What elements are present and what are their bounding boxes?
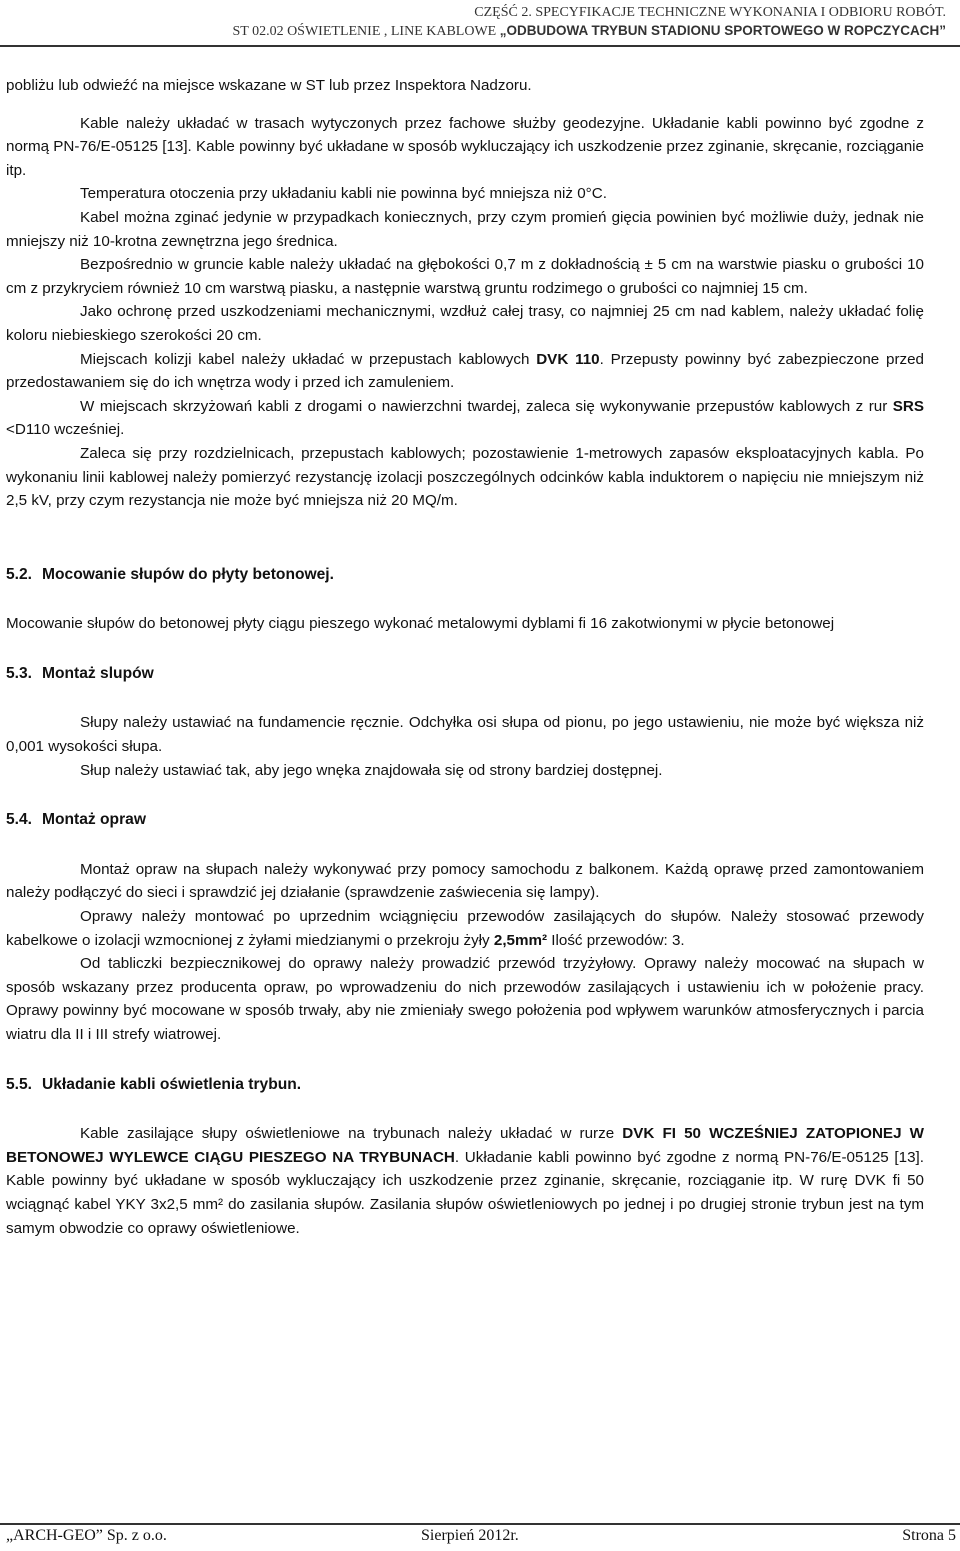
footer-divider [0,1523,960,1525]
paragraph: Bezpośrednio w gruncie kable należy układać na głębokości 0,7 m z dokładnością ± 5 cm na warstwie piasku o grubości 10 cm z przykryciem również 10 cm warstwą piasku, a następnie warstwą gruntu rodzimego o grubości co najmniej 15 cm. [6,256,924,297]
conduit-spec: DVK FI 50 WCZEŚNIEJ ZATOPIONEJ W BETONOWEJ WYLEWCE CIĄGU PIESZEGO NA TRYBUNACH [6,1125,924,1166]
paragraph: Kabel można zginać jedynie w przypadkach koniecznych, przy czym promień gięcia powinien być możliwie duży, jednak nie mniejszy niż 10-krotna zewnętrzna jego średnica. [6,208,924,250]
wire-cross-section: 2,5mm² [493,931,548,949]
section-heading-5-3: 5.3. Montaż slupów [6,664,154,682]
header-line-1: CZĘŚĆ 2. SPECYFIKACJE TECHNICZNE WYKONANIA I ODBIORU ROBÓT. [474,5,946,20]
paragraph: pobliżu lub odwieźć na miejsce wskazane w ST lub przez Inspektora Nadzoru. [6,77,532,94]
paragraph: Słup należy ustawiać tak, aby jego wnęka znajdowała się od strony bardziej dostępnej. [80,761,663,779]
header-project-name: „ODBUDOWA TRYBUN STADIONU SPORTOWEGO W ROPCZYCACH” [499,23,946,38]
section-heading-5-5: 5.5. Układanie kabli oświetlenia trybun. [6,1075,302,1093]
header-spec-title [232,22,946,41]
paragraph: Temperatura otoczenia przy układaniu kabli nie powinna być mniejsza niż 0°C. [80,185,607,203]
paragraph: Oprawy należy montować po uprzednim wciągnięciu przewodów zasilających do słupów. Należy stosować przewody kabelkowe o izolacji wzmocnionej z żyłami miedzianymi o przekroju żyły 2,5mm² Ilość przewodów: 3. [6,908,924,949]
paragraph: Kable należy układać w trasach wytyczonych przez fachowe służby geodezyjne. Układanie kabli powinno być zgodne z normą PN-76/E-05125 [13]. Kable powinny być układane w sposób wykluczający ich uszkodzenie przez zginanie, skręcanie, rozciąganie itp. [6,114,924,179]
paragraph: Słupy należy ustawiać na fundamencie ręcznie. Odchyłka osi słupa od pionu, po jego ustawieniu, nie może być większa niż 0,001 wysokości słupa. [6,714,924,756]
header-part-title [474,4,946,22]
footer-page-number: Strona 5 [902,1527,956,1544]
paragraph: Miejscach kolizji kabel należy układać w przepustach kablowych DVK 110. Przepusty powinny być zabezpieczone przed przedostawaniem się do ich wnętrza wody i przed ich zamuleniem. [6,350,924,392]
product-code: DVK 110 [536,350,600,368]
paragraph: Od tabliczki bezpiecznikowej do oprawy należy prowadzić przewód trzyżyłowy. Oprawy należy mocować na słupach w sposób wskazany przez producenta opraw, po wprowadzeniu do nich przewodów zasilających i ustawieniu ich w położenie pracy. Oprawy powinny być mocowane w sposób trwały, aby nie zmieniały swego położenia pod wpływem warunków atmosferycznych i parcia wiatru dla II i III strefy wiatrowej. [6,955,924,1043]
paragraph: Mocowanie słupów do betonowej płyty ciągu pieszego wykonać metalowymi dyblami fi 16 zakotwionymi w płycie betonowej [6,615,835,633]
paragraph: Jako ochronę przed uszkodzeniami mechanicznymi, wzdłuż całej trasy, co najmniej 25 cm nad kablem, należy układać folię koloru niebieskiego szerokości 20 cm. [6,303,924,344]
section-heading-5-4: 5.4. Montaż opraw [6,811,146,829]
header-spec-code: ST 02.02 OŚWIETLENIE , LINE KABLOWE [232,24,500,39]
document-body [6,74,924,1240]
product-code: SRS [892,397,924,415]
paragraph: Kable zasilające słupy oświetleniowe na trybunach należy układać w rurze DVK FI 50 WCZEŚNIEJ ZATOPIONEJ W BETONOWEJ WYLEWCE CIĄGU PIESZEGO NA TRYBUNACH. Układanie kabli powinno być zgodne z normą PN-76/E-05125 [13]. Kable powinny być układane w sposób wykluczający ich uszkodzenie przez zginanie, skręcanie, rozciąganie itp. W rurę DVK fi 50 wciągnąć kabel YKY 3x2,5 mm² do zasilania słupów. Zasilania słupów oświetleniowych po jednej i po drugiej stronie trybun jest na tym samym obwodzie co oprawy oświetleniowe. [6,1125,924,1237]
paragraph: Zaleca się przy rozdzielnicach, przepustach kablowych; pozostawienie 1-metrowych zapasów eksploatacyjnych kabla. Po wykonaniu linii kablowej należy pomierzyć rezystancję izolacji poszczególnych odcinków kabla induktorem o napięciu nie mniejszym niż 2,5 kV, przy czym rezystancja nie może być mniejsza niż 20 MQ/m. [6,444,924,510]
paragraph: Montaż opraw na słupach należy wykonywać przy pomocy samochodu z balkonem. Każdą oprawę przed zamontowaniem należy podłączyć do sieci i sprawdzić jej działanie (sprawdzenie zaświecenia się lampy). [6,860,924,902]
paragraph: W miejscach skrzyżowań kabli z drogami o nawierzchni twardej, zaleca się wykonywanie przepustów kablowych z rur SRS <D110 wcześniej. [6,397,924,439]
header-divider [0,45,960,47]
footer-date: Sierpień 2012r. [421,1527,519,1544]
footer-company: „ARCH-GEO” Sp. z o.o. [6,1527,167,1544]
section-heading-5-2: 5.2. Mocowanie słupów do płyty betonowej. [6,565,334,583]
